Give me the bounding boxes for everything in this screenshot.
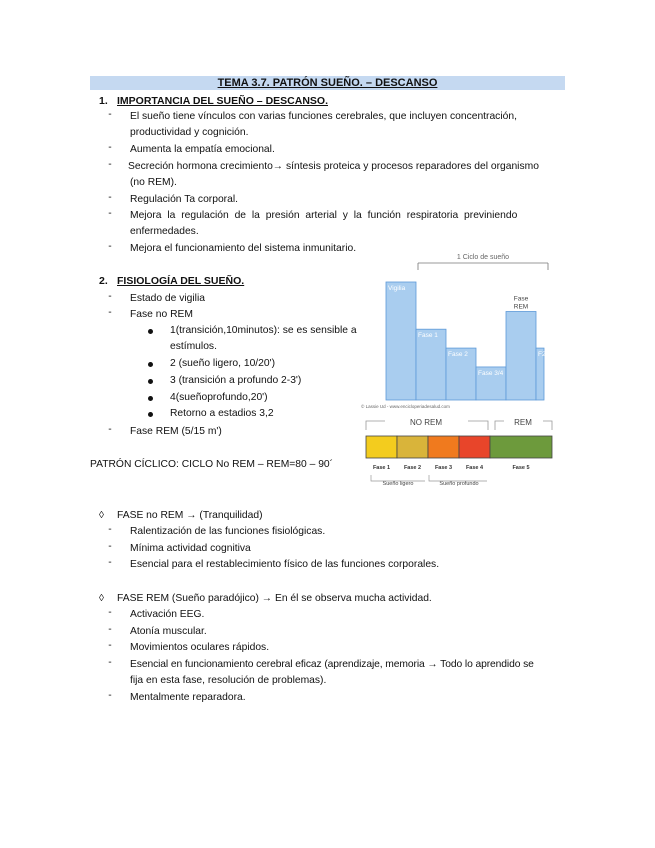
bar-label: Fase 1 bbox=[418, 332, 438, 340]
bullet-dot bbox=[148, 412, 153, 417]
phase-color-1 bbox=[366, 436, 397, 458]
list-item: Mejora el funcionamiento del sistema inmunitario. bbox=[130, 243, 357, 254]
section-1-number: 1. bbox=[99, 95, 108, 107]
bar-label: Vigilia bbox=[388, 285, 406, 292]
list-item: Esencial para el restablecimiento físico de las funciones corporales. bbox=[130, 559, 440, 570]
diamond-bullet: ◊ bbox=[99, 593, 104, 604]
bar-label: Fase bbox=[513, 295, 529, 303]
list-item: Ralentización de las funciones fisiológicas. bbox=[130, 526, 326, 537]
sub-list-item-cont: estímulos. bbox=[170, 341, 217, 352]
bar-1 bbox=[416, 329, 446, 400]
list-item: Movimientos oculares rápidos. bbox=[130, 642, 270, 653]
bar-label: REM bbox=[513, 303, 529, 311]
chart-title: 1 Ciclo de sueño bbox=[456, 254, 510, 261]
list-item: El sueño tiene vínculos con varias funciones cerebrales, que incluyen concentración, bbox=[130, 111, 517, 122]
sub-list-item: 4(sueñoprofundo,20') bbox=[170, 392, 268, 403]
fase-rem-heading: FASE REM (Sueño paradójico) → En él se observa mucha actividad. bbox=[117, 593, 432, 604]
diamond-bullet: ◊ bbox=[99, 510, 104, 521]
list-item-cont: fija en esta fase, resolución de problemas). bbox=[130, 675, 327, 686]
list-item: Secreción hormona crecimiento→ síntesis proteica y procesos reparadores del organismo bbox=[128, 161, 539, 172]
bar-label-f2: F2 bbox=[497, 347, 505, 355]
list-item: Mínima actividad cognitiva bbox=[130, 543, 251, 554]
patron-text: PATRÓN CÍCLICO: CICLO No REM – REM=80 – 90´ bbox=[90, 459, 334, 470]
section-2-number: 2. bbox=[99, 275, 108, 287]
scale-boxes bbox=[366, 436, 552, 471]
bullet-dot bbox=[148, 362, 153, 367]
phase-color-2 bbox=[397, 436, 428, 458]
sueno-profundo-label: Sueño profundo bbox=[439, 481, 479, 487]
list-item-cont: productividad y cognición. bbox=[130, 127, 249, 138]
list-item: Atonía muscular. bbox=[130, 626, 207, 637]
list-item: Aumenta la empatía emocional. bbox=[130, 144, 275, 155]
phase-label-4: Fase 4 bbox=[465, 465, 484, 471]
bar-label: F2 bbox=[538, 351, 546, 359]
chart-source: © Lassie Ud - www.encicloperiadesalud.com bbox=[361, 404, 450, 409]
phase-label-2: Fase 2 bbox=[403, 465, 422, 471]
phase-color-5 bbox=[490, 436, 552, 458]
bar-4 bbox=[506, 312, 536, 401]
sub-list-item: 1(transición,10minutos): se es sensible a bbox=[170, 325, 357, 336]
sub-list-item: 3 (transición a profundo 2-3') bbox=[170, 375, 302, 386]
list-item: Estado de vigilia bbox=[130, 293, 205, 304]
sub-list-item: Retorno a estadios 3,2 bbox=[170, 408, 274, 419]
phase-color-4 bbox=[459, 436, 490, 458]
list-item: Fase REM (5/15 m') bbox=[130, 426, 222, 437]
section-2-heading: FISIOLOGÍA DEL SUEÑO. bbox=[117, 275, 245, 287]
phase-color-3 bbox=[428, 436, 459, 458]
chart-bars bbox=[386, 282, 546, 400]
fase-no-rem-heading: FASE no REM → (Tranquilidad) bbox=[117, 510, 263, 521]
page-title: TEMA 3.7. PATRÓN SUEÑO. – DESCANSO bbox=[90, 76, 565, 90]
bullet-dot bbox=[148, 379, 153, 384]
bullet-dot bbox=[148, 396, 153, 401]
list-item: Mentalmente reparadora. bbox=[130, 692, 246, 703]
no-rem-label: NO REM bbox=[410, 418, 442, 427]
phase-label-3: Fase 3 bbox=[434, 465, 453, 471]
phase-scale bbox=[363, 416, 558, 492]
list-item: Esencial en funcionamiento cerebral eficaz (aprendizaje, memoria → Todo lo aprendido se bbox=[130, 659, 534, 670]
sleep-cycle-chart bbox=[355, 248, 560, 418]
list-item-cont: (no REM). bbox=[130, 177, 177, 188]
bar-0 bbox=[386, 282, 416, 400]
rem-label: REM bbox=[514, 418, 532, 427]
list-item: Regulación Ta corporal. bbox=[130, 194, 238, 205]
list-item: Mejora la regulación de la presión arterial y la función respiratoria previniendo bbox=[130, 210, 518, 221]
phase-label-1: Fase 1 bbox=[372, 465, 391, 471]
list-item-cont: enfermedades. bbox=[130, 226, 199, 237]
sub-list-item: 2 (sueño ligero, 10/20') bbox=[170, 358, 276, 369]
list-item: Fase no REM bbox=[130, 309, 193, 320]
bar-label: Fase 3/4 bbox=[478, 369, 504, 377]
list-item: Activación EEG. bbox=[130, 609, 205, 620]
section-1-heading: IMPORTANCIA DEL SUEÑO – DESCANSO. bbox=[117, 95, 328, 107]
sueno-ligero-label: Sueño ligero bbox=[382, 481, 414, 487]
phase-label-5: Fase 5 bbox=[512, 465, 530, 471]
bar-label: Fase 2 bbox=[448, 351, 468, 359]
bullet-dot bbox=[148, 329, 153, 334]
